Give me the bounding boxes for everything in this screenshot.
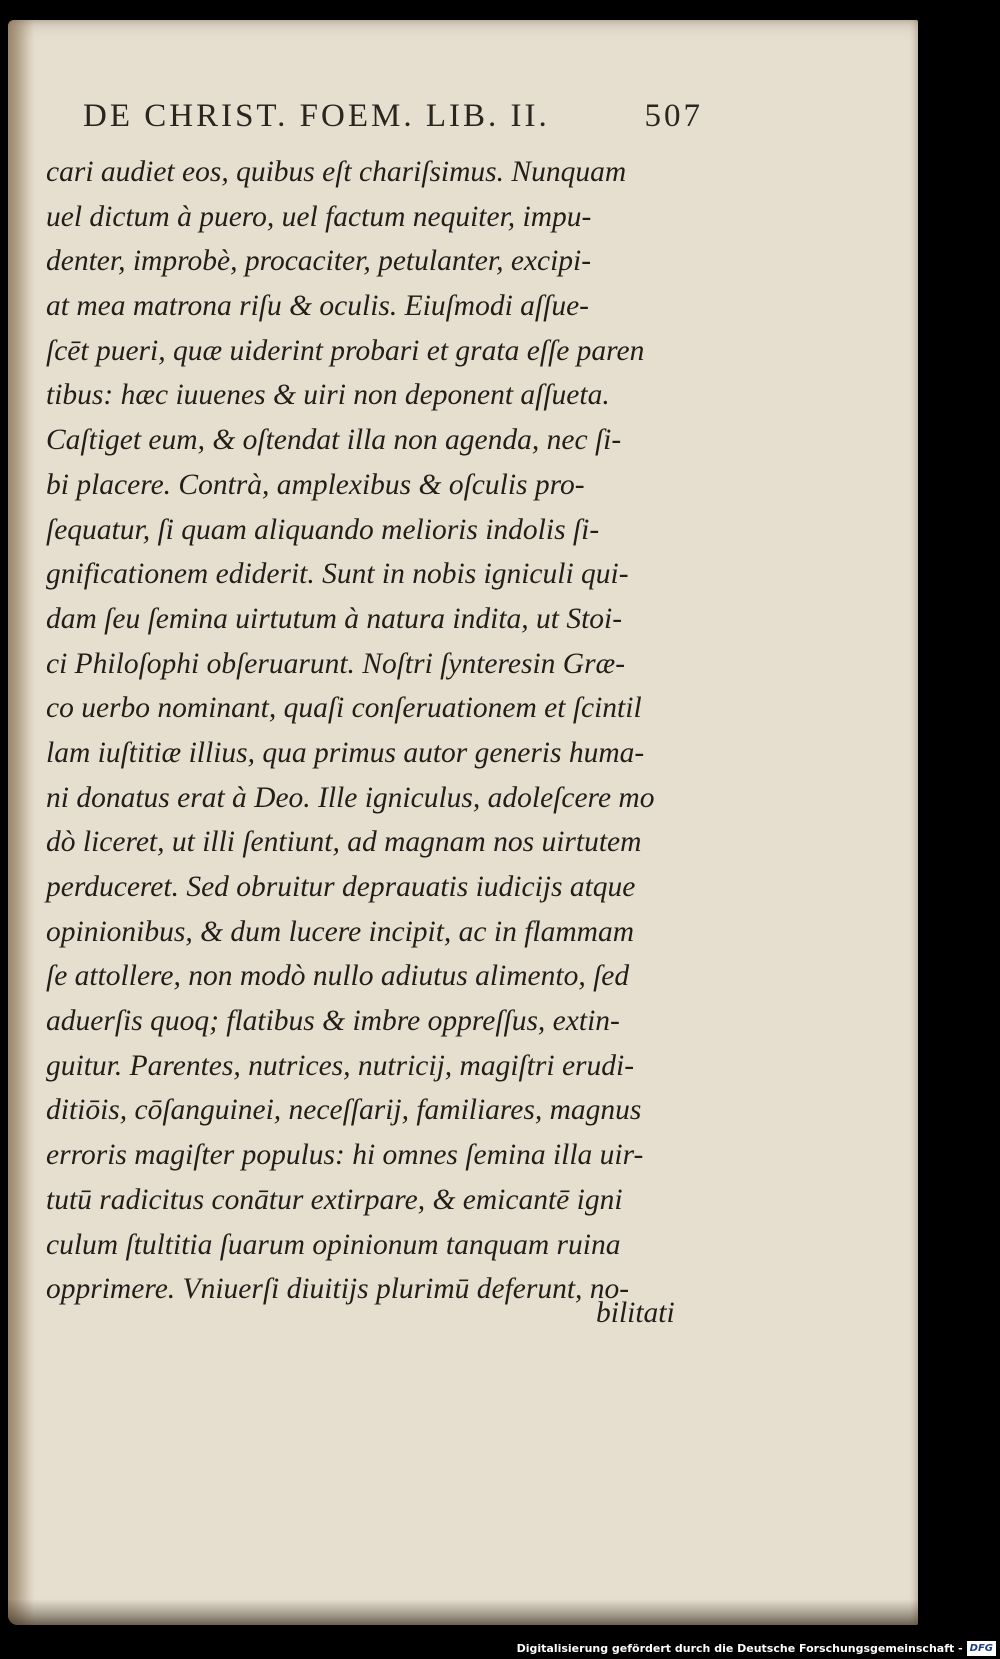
credit-text: Digitalisierung gefördert durch die Deutsche Forschungsgemeinschaft - — [516, 1641, 963, 1655]
text-line: culum ſtultitia ſuarum opinionum tanquam ruina — [46, 1228, 621, 1261]
text-line: at mea matrona riſu & oculis. Eiuſmodi aſſue- — [46, 290, 589, 323]
text-line: ci Philoſophi obſeruarunt. Noſtri ſynteresin Græ- — [46, 647, 626, 680]
running-head-title: DE CHRIST. FOEM. LIB. II. — [83, 98, 550, 134]
text-line: ſe attollere, non modò nullo adiutus alimento, ſed — [46, 960, 630, 993]
text-line: perduceret. Sed obruitur deprauatis iudicijs atque — [46, 871, 636, 903]
text-line: opprimere. Vniuerſi diuitijs plurimū deferunt, no- — [46, 1273, 630, 1306]
page-number: 507 — [644, 98, 703, 134]
text-line: tutū radicitus conātur extirpare, & emicantē igni — [46, 1183, 623, 1216]
text-line: ditiōis, cōſanguinei, neceſſarij, familiares, magnus — [46, 1094, 642, 1127]
catchword: bilitati — [596, 1297, 675, 1329]
text-line: tibus: hæc iuuenes & uiri non deponent aſſueta. — [46, 379, 610, 412]
body-text — [46, 150, 726, 1312]
text-line: co uerbo nominant, quaſi conſeruationem et ſcintil — [46, 692, 642, 725]
text-line: ſcēt pueri, quæ uiderint probari et grata eſſe paren — [46, 334, 645, 367]
text-line: gnificationem ediderit. Sunt in nobis igniculi qui- — [46, 558, 629, 591]
digitization-credit — [509, 1637, 1000, 1659]
text-line: aduerſis quoq; flatibus & imbre oppreſſus, extin- — [46, 1005, 620, 1038]
text-line: cari audiet eos, quibus eſt chariſsimus. Nunquam — [46, 156, 627, 188]
text-line: lam iuſtitiæ illius, qua primus autor generis huma- — [46, 736, 645, 769]
text-line: dam ſeu ſemina uirtutum à natura indita, ut Stoi- — [46, 602, 623, 635]
text-line: erroris magiſter populus: hi omnes ſemina illa uir- — [46, 1139, 644, 1172]
running-head — [83, 98, 703, 135]
text-line: ni donatus erat à Deo. Ille igniculus, adoleſcere mo — [46, 781, 655, 814]
text-line: ſequatur, ſi quam aliquando melioris indolis ſi- — [46, 513, 600, 546]
dfg-logo: DFG — [967, 1641, 996, 1656]
text-line: guitur. Parentes, nutrices, nutricij, magiſtri erudi- — [46, 1049, 635, 1082]
text-line: Caſtiget eum, & oſtendat illa non agenda, nec ſi- — [46, 424, 622, 457]
text-line: opinionibus, & dum lucere incipit, ac in flammam — [46, 915, 635, 948]
text-line: bi placere. Contrà, amplexibus & oſculis pro- — [46, 468, 585, 501]
text-line: uel dictum à puero, uel factum nequiter, impu- — [46, 200, 592, 233]
book-page — [8, 20, 918, 1625]
text-line: dò liceret, ut illi ſentiunt, ad magnam nos uirtutem — [46, 826, 642, 859]
text-line: denter, improbè, procaciter, petulanter, excipi- — [46, 245, 592, 278]
